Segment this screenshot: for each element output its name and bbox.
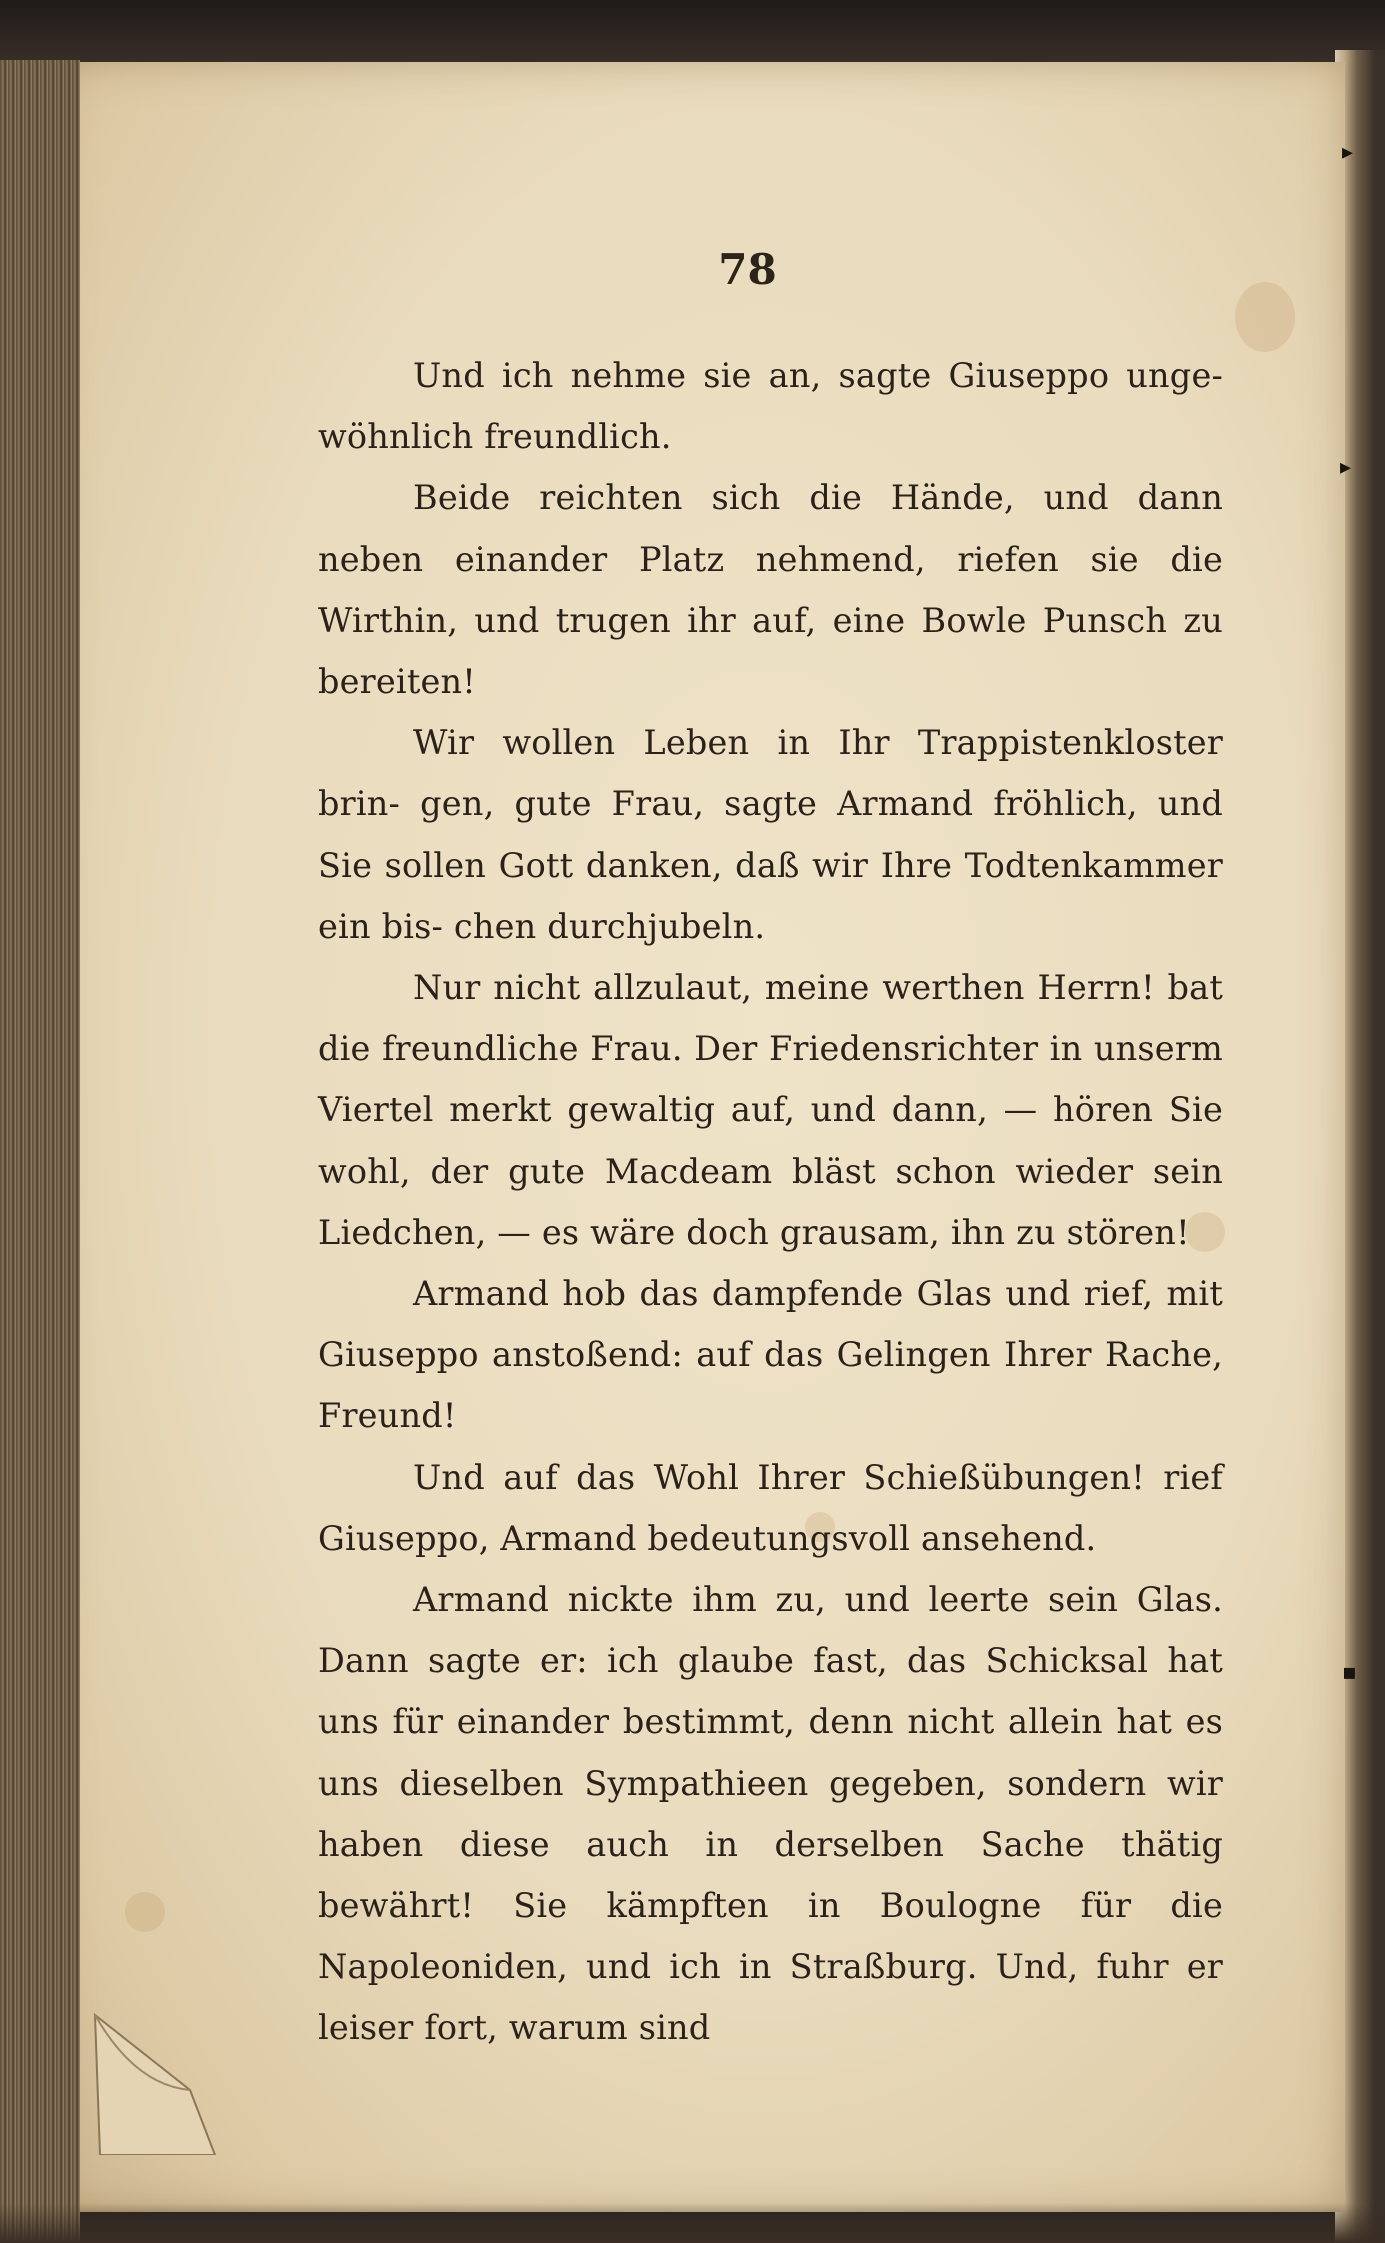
paragraph: Beide reichten sich die Hände, und dann neben einander Platz nehmend, riefen sie die Wirthin, und trugen ihr auf, eine Bowle Punsch zu bereiten! — [318, 478, 1223, 702]
paragraph: Armand hob das dampfende Glas und rief, mit Giuseppo anstoßend: auf das Gelingen Ihrer Rache, Freund! — [318, 1274, 1223, 1436]
paragraph: Und ich nehme sie an, sagte Giuseppo unge‐ wöhnlich freundlich. — [318, 356, 1223, 457]
paragraph: Armand nickte ihm zu, und leerte sein Glas. Dann sagte er: ich glaube fast, das Schicksal hat uns für einander bestimmt, denn nicht allein hat es uns dieselben Sympathieen gegeben, sondern wir haben diese auch in derselben Sache thätig bewährt! Sie kämpften in Boulogne für die Napoleoniden, und ich in Straßburg. Und, fuhr er leiser fort, warum sind — [318, 1580, 1223, 2048]
page-edges — [0, 60, 80, 2243]
margin-mark: ▪ — [1342, 1660, 1357, 1685]
page-number: 78 — [718, 245, 777, 294]
top-edge — [0, 0, 1385, 70]
margin-mark: ▸ — [1342, 140, 1354, 165]
foxing-stain — [125, 1892, 165, 1932]
bottom-shadow — [0, 2203, 1385, 2243]
paragraph: Nur nicht allzulaut, meine werthen Herrn! bat die freundliche Frau. Der Friedensrichter in unserm Viertel merkt gewaltig auf, und dann, — hören Sie wohl, der gute Macdeam bläst schon wieder sein Liedchen, — es wäre doch grausam, ihn zu stören! — [318, 968, 1223, 1252]
paragraph: Und auf das Wohl Ihrer Schießübungen! rief Giuseppo, Armand bedeutungsvoll ansehend. — [318, 1457, 1223, 1558]
margin-mark: ▸ — [1340, 455, 1352, 480]
body-text — [318, 345, 1223, 2059]
folded-corner — [40, 1995, 230, 2155]
paragraph: Wir wollen Leben in Ihr Trappistenkloster brin‐ gen, gute Frau, sagte Armand fröhlich, und Sie sollen Gott danken, daß wir Ihre Todtenkammer ein bis‐ chen durchjubeln. — [318, 723, 1223, 946]
